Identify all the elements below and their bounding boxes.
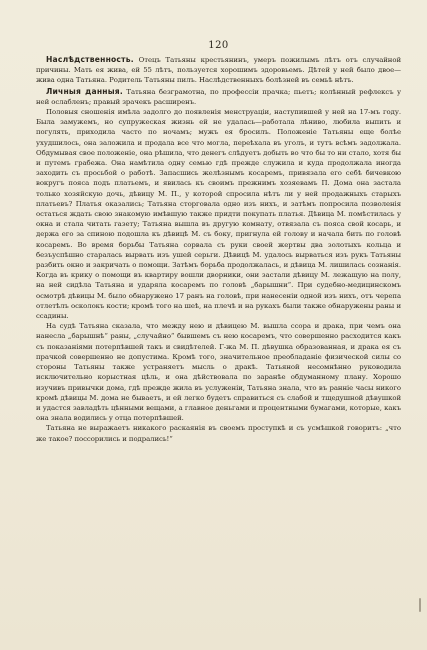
paragraph-heredity [36, 55, 401, 86]
paragraph-no-remorse: Татьяна не выражаетъ никакого раскаянія въ своемъ проступкѣ и съ усмѣшкой говоритъ: „что же такое? поссорились и подрались!“ [36, 424, 401, 443]
paragraph-crime-description: Половыя сношенія имѣла задолго до появленія менструаціи, наступившей у ней на 17-мъ году. Была замужемъ, но супружеская жизнь ей не удалась—работала лѣниво, любила выпить и погулять, приходила часто по ночамъ; мужъ ея бросилъ. Положеніе Татьяны еще болѣе ухудшилось, она заложила и продала все что могла, переѣхала въ уголъ, и тутъ всѣмъ задолжала. Обдумывая свое положеніе, она рѣшила, что денегъ слѣдуетъ добыть во что бы то ни стало, хотя бы и путемъ грабежа. Она намѣтила одну семью гдѣ прежде служила и куда продолжала иногда заходить съ просьбой о работѣ. Запасшись желѣзнымъ косаремъ, привязала его себѣ бичевкою вокругъ пояса подъ платьемъ, и явилась къ своимъ прежнимъ хозяевамъ П. Дома она застала только хозяйскую дочь, дѣвицу М. П., у которой спросила нѣтъ ли у ней продажныхъ старыхъ платьевъ? Платья оказались; Татьяна сторговала одно изъ нихъ, и затѣмъ попросила позволенія остаться ждать свою знакомую имѣвшую также придти покупать платья. Дѣвица М. помѣстилась у окна и стала читать газету; Татьяна вышла въ другую комнату, отвязала съ пояса свой косарь, и держа его за спиною подошла къ дѣвицѣ М. съ боку, пригнула ей голову и начала бить по головѣ косаремъ. Во время борьбы Татьяна сорвала съ руки своей жертвы два золотыхъ кольца и безъуспѣшно старалась вырвать изъ ушей серьги. Дѣвицѣ М. удалось вырваться изъ рукъ Татьяны разбить окно и закричать о помощи. Затѣмъ борьба продолжалась, и дѣвица М. лишилась сознанія. Когда въ крику о помощи въ квартиру вошли дворники, они застали дѣвицу М. лежащую на полу, на ней сидѣла Татьяна и ударяла косаремъ по головѣ „барышни“. При судебно-медицинскомъ осмотрѣ дѣвицы М. было обнаружено 17 ранъ на головѣ, при нанесеніи одной изъ нихъ, отъ черепа отлетѣлъ осколокъ кости; кромѣ того на шеѣ, на плечѣ и на рукахъ были также обнаружены раны и ссадины. [36, 108, 401, 321]
heading-personal-data: Личныя данныя. [46, 86, 123, 96]
paragraph-personal-data-text: Татьяна безграмотна, по профессіи прачка; пьетъ; колѣнный рефлексъ у ней ослабленъ; правый зрачекъ расширенъ. [36, 87, 402, 106]
margin-mark [419, 598, 421, 612]
heading-heredity: Наслѣдственность. [46, 55, 134, 64]
paragraph-heredity-text: Отецъ Татьяны крестьянинъ, умеръ пожилымъ лѣтъ отъ случайной причины. Мать ея жива, ей 55 лѣтъ, пользуется хорошимъ здоровьемъ. Дѣтей у ней было двое—жива одна Татьяна. Родитель Татьяны пилъ. Наслѣдственныхъ болѣзней въ семьѣ нѣтъ. [36, 56, 401, 85]
page-number: 120 [208, 40, 229, 51]
paragraph-court: На судѣ Татьяна сказала, что между нею и дѣвицею М. вышла ссора и драка, при чемъ она нанесла „барышнѣ“ раны, „случайно“ бывшемъ съ нею косаремъ, что совершенно расходится какъ съ показаніями потерпѣвшей такъ и свидѣтелей. Г-жа М. П. дѣвушка образованная, и драка ея съ прачкой совершенно не допустима. Кромѣ того, значительное преобладаніе физической силы со стороны Татьяны также устраняетъ мысль о дракѣ. Татьяной несомнѣнно руководила исключительно корыстная цѣль, и она дѣйствовала по заранѣе обдуманному плану. Хорошо изучивъ привычки дома, гдѣ прежде жила въ услуженіи, Татьяна знала, что въ ранніе часы никого кромѣ дѣвицы М. дома не бываетъ, и ей легко будетъ справиться съ слабой и тщедушной дѣвушкой и удастся завладѣть цѣнными вещами, а главное деньгами и процентными бумагами, которые, какъ она знала водились у отца потерпѣвшей. [36, 322, 401, 423]
paragraph-personal-data [36, 87, 401, 107]
